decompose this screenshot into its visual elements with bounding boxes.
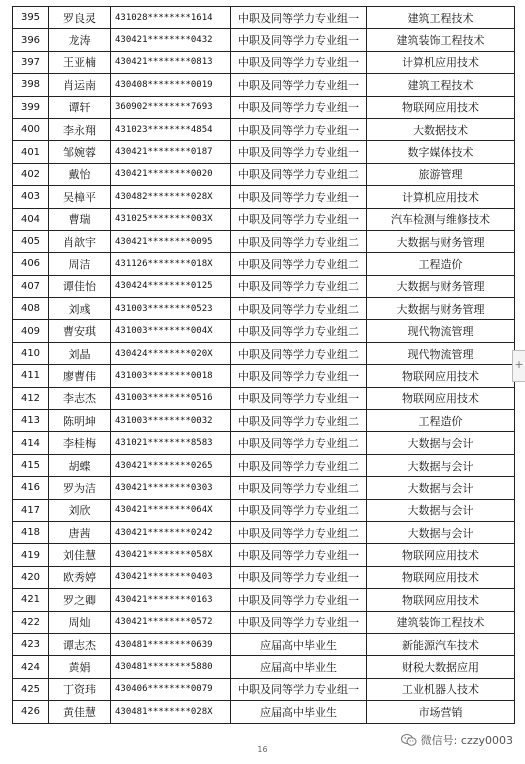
id-number-cell: 430421********0572 <box>111 611 231 633</box>
id-number-cell: 430424********020X <box>111 342 231 364</box>
row-number-cell: 407 <box>13 275 49 297</box>
major-cell: 数字媒体技术 <box>367 141 515 163</box>
row-number-cell: 416 <box>13 477 49 499</box>
row-number-cell: 422 <box>13 611 49 633</box>
table-row <box>13 410 515 432</box>
expand-tab[interactable]: + <box>512 350 525 382</box>
row-number-cell: 424 <box>13 656 49 678</box>
name-cell: 黄佳慧 <box>49 701 111 723</box>
name-cell: 李志杰 <box>49 387 111 409</box>
id-number-cell: 430482********028X <box>111 186 231 208</box>
table-row <box>13 186 515 208</box>
name-cell: 王亚楠 <box>49 51 111 73</box>
row-number-cell: 399 <box>13 96 49 118</box>
major-cell: 计算机应用技术 <box>367 51 515 73</box>
name-cell: 罗良灵 <box>49 7 111 29</box>
name-cell: 谭志杰 <box>49 633 111 655</box>
group-cell: 应届高中毕业生 <box>231 656 367 678</box>
name-cell: 罗之卿 <box>49 589 111 611</box>
table-row <box>13 633 515 655</box>
table-row <box>13 499 515 521</box>
id-number-cell: 430421********0242 <box>111 521 231 543</box>
name-cell: 唐茜 <box>49 521 111 543</box>
id-number-cell: 430424********0125 <box>111 275 231 297</box>
table-row <box>13 611 515 633</box>
table-row <box>13 7 515 29</box>
group-cell: 应届高中毕业生 <box>231 701 367 723</box>
table-row <box>13 275 515 297</box>
table-row <box>13 253 515 275</box>
wechat-icon <box>401 733 417 747</box>
table-row <box>13 163 515 185</box>
group-cell: 中职及同等学力专业组一 <box>231 589 367 611</box>
name-cell: 吴樟平 <box>49 186 111 208</box>
page-number: 16 <box>257 745 268 754</box>
table-row <box>13 298 515 320</box>
id-number-cell: 430421********0403 <box>111 566 231 588</box>
name-cell: 邹婉蓉 <box>49 141 111 163</box>
row-number-cell: 398 <box>13 74 49 96</box>
name-cell: 刘彧 <box>49 298 111 320</box>
group-cell: 应届高中毕业生 <box>231 633 367 655</box>
table-row <box>13 320 515 342</box>
table-row <box>13 521 515 543</box>
row-number-cell: 402 <box>13 163 49 185</box>
major-cell: 建筑装饰工程技术 <box>367 611 515 633</box>
id-number-cell: 430421********0187 <box>111 141 231 163</box>
major-cell: 物联网应用技术 <box>367 566 515 588</box>
table-row <box>13 74 515 96</box>
roster-table <box>12 6 515 724</box>
id-number-cell: 430481********028X <box>111 701 231 723</box>
name-cell: 丁资玮 <box>49 678 111 700</box>
table-row <box>13 51 515 73</box>
row-number-cell: 409 <box>13 320 49 342</box>
row-number-cell: 403 <box>13 186 49 208</box>
table-row <box>13 589 515 611</box>
name-cell: 刘欣 <box>49 499 111 521</box>
row-number-cell: 419 <box>13 544 49 566</box>
group-cell: 中职及同等学力专业组二 <box>231 298 367 320</box>
major-cell: 现代物流管理 <box>367 342 515 364</box>
table-row <box>13 454 515 476</box>
name-cell: 周灿 <box>49 611 111 633</box>
major-cell: 大数据与会计 <box>367 477 515 499</box>
row-number-cell: 418 <box>13 521 49 543</box>
major-cell: 新能源汽车技术 <box>367 633 515 655</box>
major-cell: 物联网应用技术 <box>367 96 515 118</box>
name-cell: 戴怡 <box>49 163 111 185</box>
table-row <box>13 432 515 454</box>
group-cell: 中职及同等学力专业组二 <box>231 454 367 476</box>
group-cell: 中职及同等学力专业组一 <box>231 544 367 566</box>
row-number-cell: 415 <box>13 454 49 476</box>
row-number-cell: 397 <box>13 51 49 73</box>
id-number-cell: 431003********0523 <box>111 298 231 320</box>
group-cell: 中职及同等学力专业组二 <box>231 521 367 543</box>
id-number-cell: 360902********7693 <box>111 96 231 118</box>
name-cell: 曹瑞 <box>49 208 111 230</box>
major-cell: 现代物流管理 <box>367 320 515 342</box>
major-cell: 工程造价 <box>367 253 515 275</box>
name-cell: 曹安琪 <box>49 320 111 342</box>
table-row <box>13 477 515 499</box>
major-cell: 建筑工程技术 <box>367 7 515 29</box>
id-number-cell: 430481********0639 <box>111 633 231 655</box>
row-number-cell: 426 <box>13 701 49 723</box>
major-cell: 大数据与会计 <box>367 432 515 454</box>
group-cell: 中职及同等学力专业组二 <box>231 275 367 297</box>
name-cell: 欧秀婷 <box>49 566 111 588</box>
id-number-cell: 431028********1614 <box>111 7 231 29</box>
row-number-cell: 423 <box>13 633 49 655</box>
group-cell: 中职及同等学力专业组二 <box>231 163 367 185</box>
row-number-cell: 414 <box>13 432 49 454</box>
group-cell: 中职及同等学力专业组一 <box>231 566 367 588</box>
major-cell: 大数据与会计 <box>367 499 515 521</box>
id-number-cell: 430421********058X <box>111 544 231 566</box>
row-number-cell: 412 <box>13 387 49 409</box>
row-number-cell: 425 <box>13 678 49 700</box>
table-row <box>13 29 515 51</box>
id-number-cell: 431003********0032 <box>111 410 231 432</box>
row-number-cell: 401 <box>13 141 49 163</box>
table-row <box>13 678 515 700</box>
row-number-cell: 395 <box>13 7 49 29</box>
table-row <box>13 544 515 566</box>
id-number-cell: 430406********0079 <box>111 678 231 700</box>
id-number-cell: 430408********0019 <box>111 74 231 96</box>
major-cell: 大数据与会计 <box>367 454 515 476</box>
major-cell: 工程造价 <box>367 410 515 432</box>
major-cell: 旅游管理 <box>367 163 515 185</box>
id-number-cell: 430421********0163 <box>111 589 231 611</box>
group-cell: 中职及同等学力专业组一 <box>231 7 367 29</box>
group-cell: 中职及同等学力专业组二 <box>231 432 367 454</box>
major-cell: 财税大数据应用 <box>367 656 515 678</box>
id-number-cell: 430421********0813 <box>111 51 231 73</box>
row-number-cell: 406 <box>13 253 49 275</box>
id-number-cell: 431003********0516 <box>111 387 231 409</box>
watermark <box>401 732 513 748</box>
id-number-cell: 431023********4854 <box>111 118 231 140</box>
major-cell: 市场营销 <box>367 701 515 723</box>
name-cell: 李桂梅 <box>49 432 111 454</box>
group-cell: 中职及同等学力专业组一 <box>231 118 367 140</box>
id-number-cell: 431025********003X <box>111 208 231 230</box>
name-cell: 胡蝶 <box>49 454 111 476</box>
id-number-cell: 430421********0095 <box>111 230 231 252</box>
major-cell: 大数据技术 <box>367 118 515 140</box>
row-number-cell: 417 <box>13 499 49 521</box>
name-cell: 肖歆宇 <box>49 230 111 252</box>
group-cell: 中职及同等学力专业组一 <box>231 96 367 118</box>
major-cell: 工业机器人技术 <box>367 678 515 700</box>
name-cell: 龙涛 <box>49 29 111 51</box>
group-cell: 中职及同等学力专业组一 <box>231 51 367 73</box>
table-row <box>13 208 515 230</box>
major-cell: 大数据与财务管理 <box>367 298 515 320</box>
row-number-cell: 404 <box>13 208 49 230</box>
name-cell: 罗为洁 <box>49 477 111 499</box>
id-number-cell: 430421********0265 <box>111 454 231 476</box>
row-number-cell: 420 <box>13 566 49 588</box>
group-cell: 中职及同等学力专业组一 <box>231 611 367 633</box>
major-cell: 大数据与财务管理 <box>367 275 515 297</box>
id-number-cell: 431021********8583 <box>111 432 231 454</box>
row-number-cell: 405 <box>13 230 49 252</box>
group-cell: 中职及同等学力专业组一 <box>231 29 367 51</box>
group-cell: 中职及同等学力专业组一 <box>231 186 367 208</box>
id-number-cell: 430421********0303 <box>111 477 231 499</box>
name-cell: 肖运南 <box>49 74 111 96</box>
major-cell: 物联网应用技术 <box>367 387 515 409</box>
name-cell: 周洁 <box>49 253 111 275</box>
id-number-cell: 430421********064X <box>111 499 231 521</box>
table-row <box>13 96 515 118</box>
group-cell: 中职及同等学力专业组二 <box>231 410 367 432</box>
major-cell: 大数据与会计 <box>367 521 515 543</box>
row-number-cell: 410 <box>13 342 49 364</box>
group-cell: 中职及同等学力专业组一 <box>231 387 367 409</box>
major-cell: 大数据与财务管理 <box>367 230 515 252</box>
group-cell: 中职及同等学力专业组一 <box>231 678 367 700</box>
row-number-cell: 408 <box>13 298 49 320</box>
table-row <box>13 566 515 588</box>
name-cell: 李永翔 <box>49 118 111 140</box>
group-cell: 中职及同等学力专业组二 <box>231 342 367 364</box>
id-number-cell: 430421********0020 <box>111 163 231 185</box>
table-row <box>13 387 515 409</box>
id-number-cell: 431003********004X <box>111 320 231 342</box>
row-number-cell: 411 <box>13 365 49 387</box>
name-cell: 刘佳慧 <box>49 544 111 566</box>
group-cell: 中职及同等学力专业组二 <box>231 230 367 252</box>
major-cell: 建筑工程技术 <box>367 74 515 96</box>
name-cell: 谭轩 <box>49 96 111 118</box>
name-cell: 黄娟 <box>49 656 111 678</box>
table-row <box>13 365 515 387</box>
id-number-cell: 431126********018X <box>111 253 231 275</box>
table-row <box>13 230 515 252</box>
table-row <box>13 701 515 723</box>
major-cell: 物联网应用技术 <box>367 544 515 566</box>
group-cell: 中职及同等学力专业组二 <box>231 320 367 342</box>
row-number-cell: 413 <box>13 410 49 432</box>
major-cell: 物联网应用技术 <box>367 589 515 611</box>
name-cell: 陈明坤 <box>49 410 111 432</box>
row-number-cell: 421 <box>13 589 49 611</box>
group-cell: 中职及同等学力专业组一 <box>231 365 367 387</box>
group-cell: 中职及同等学力专业组二 <box>231 499 367 521</box>
table-row <box>13 118 515 140</box>
group-cell: 中职及同等学力专业组一 <box>231 208 367 230</box>
major-cell: 物联网应用技术 <box>367 365 515 387</box>
row-number-cell: 400 <box>13 118 49 140</box>
name-cell: 刘晶 <box>49 342 111 364</box>
major-cell: 计算机应用技术 <box>367 186 515 208</box>
id-number-cell: 431003********0018 <box>111 365 231 387</box>
name-cell: 谭佳怡 <box>49 275 111 297</box>
watermark-text: 微信号: czzy0003 <box>420 734 513 747</box>
group-cell: 中职及同等学力专业组二 <box>231 477 367 499</box>
group-cell: 中职及同等学力专业组一 <box>231 74 367 96</box>
table-row <box>13 656 515 678</box>
name-cell: 廖曹伟 <box>49 365 111 387</box>
major-cell: 建筑装饰工程技术 <box>367 29 515 51</box>
id-number-cell: 430481********5880 <box>111 656 231 678</box>
group-cell: 中职及同等学力专业组二 <box>231 253 367 275</box>
id-number-cell: 430421********0432 <box>111 29 231 51</box>
group-cell: 中职及同等学力专业组一 <box>231 141 367 163</box>
row-number-cell: 396 <box>13 29 49 51</box>
table-row <box>13 342 515 364</box>
table-row <box>13 141 515 163</box>
major-cell: 汽车检测与维修技术 <box>367 208 515 230</box>
